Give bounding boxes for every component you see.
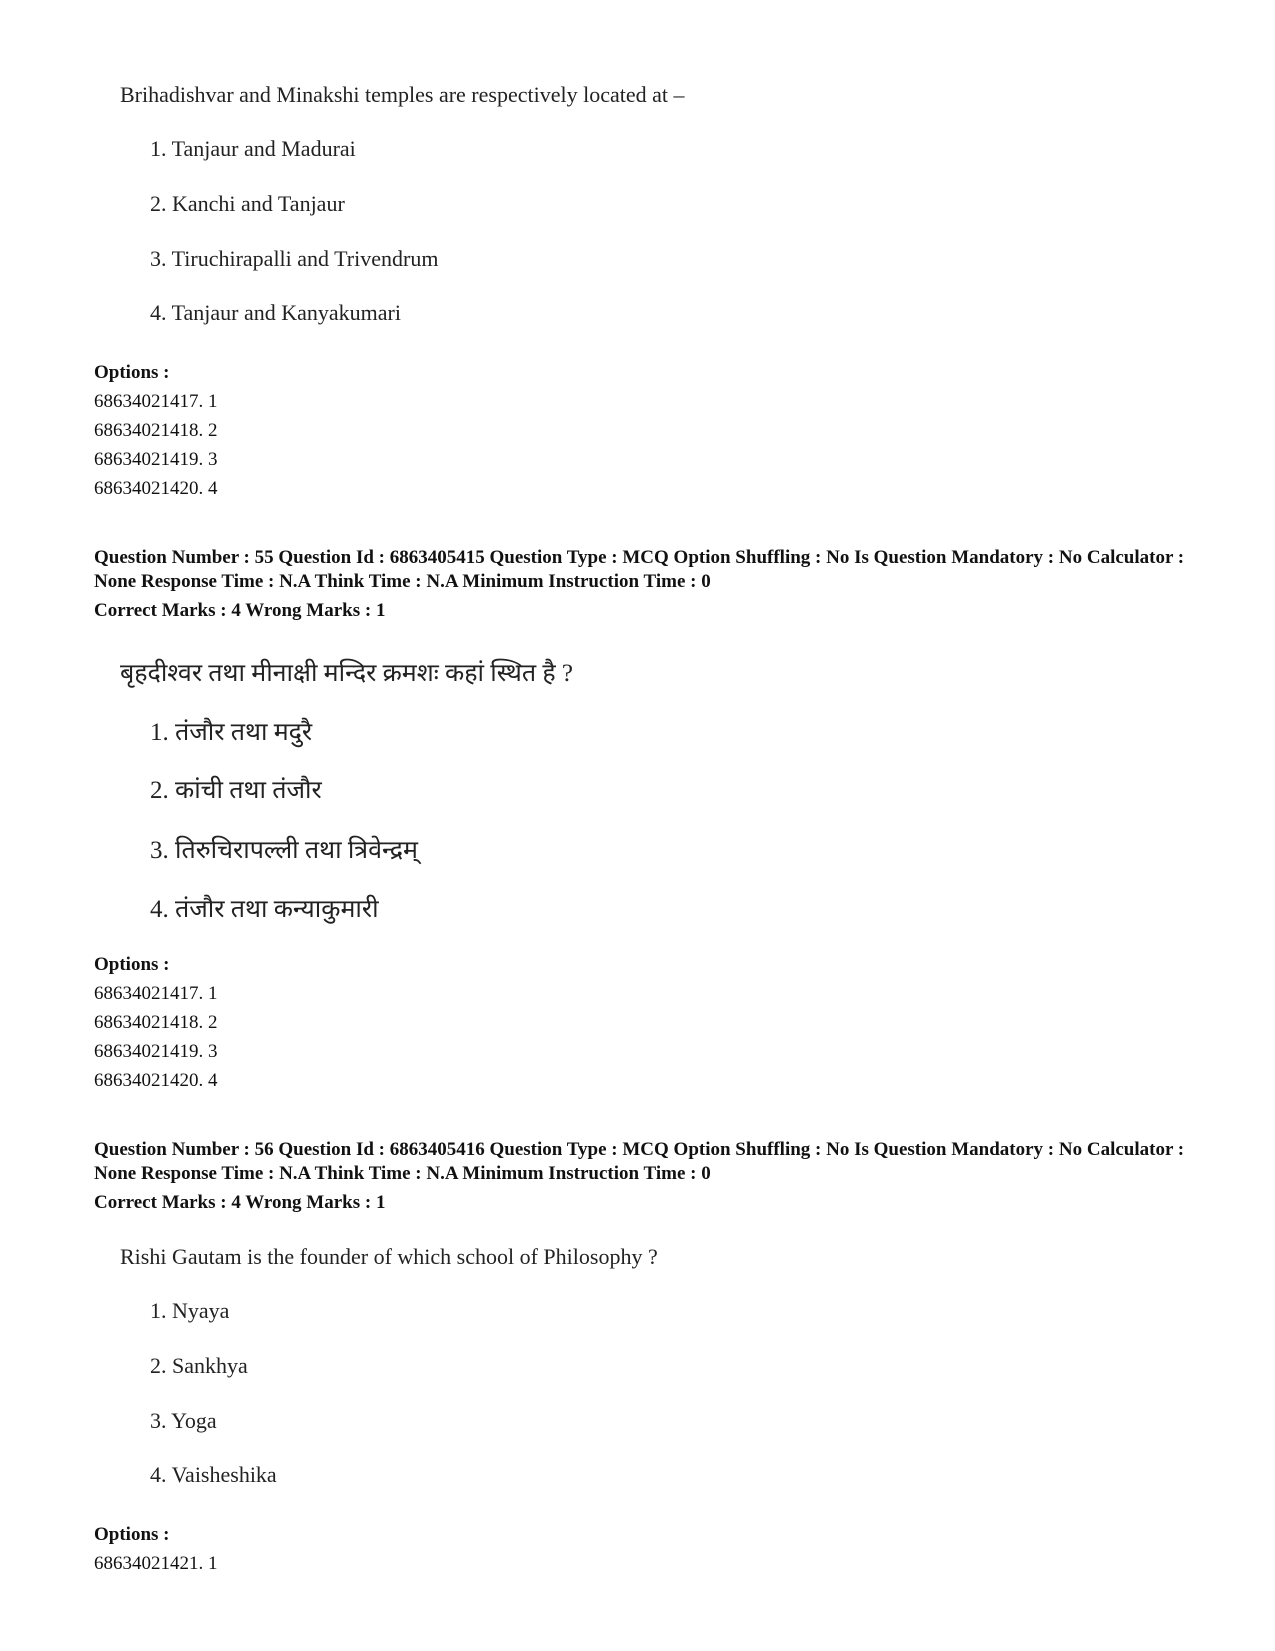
choice-4: 4. तंजौर तथा कन्याकुमारी (150, 896, 379, 923)
question-meta: Question Number : 56 Question Id : 6863405416 Question Type : MCQ Option Shuffling : No Is Question Mandatory : No Calculator : None Response Time : N.A Think Time : N.A Minimum Instruction Time : 0 (94, 1139, 1185, 1184)
choice-3: 3. Yoga (150, 1408, 217, 1433)
question-meta: Question Number : 55 Question Id : 6863405415 Question Type : MCQ Option Shuffling : No Is Question Mandatory : No Calculator : None Response Time : N.A Think Time : N.A Minimum Instruction Time : 0 (94, 547, 1185, 592)
option-line: 68634021417. 1 (94, 391, 218, 412)
choice-1: 1. Tanjaur and Madurai (150, 136, 356, 161)
choice-4: 4. Vaisheshika (150, 1462, 277, 1487)
option-line: 68634021420. 4 (94, 478, 218, 499)
choice-2: 2. कांची तथा तंजौर (150, 777, 322, 804)
choice-1: 1. Nyaya (150, 1298, 230, 1323)
choice-1: 1. तंजौर तथा मदुरै (150, 719, 313, 746)
choice-2: 2. Sankhya (150, 1353, 248, 1378)
choice-3: 3. Tiruchirapalli and Trivendrum (150, 246, 439, 271)
marks-line: Correct Marks : 4 Wrong Marks : 1 (94, 600, 386, 621)
option-line: 68634021417. 1 (94, 983, 218, 1004)
choice-2: 2. Kanchi and Tanjaur (150, 191, 345, 216)
question-text-en: Brihadishvar and Minakshi temples are respectively located at – (120, 82, 685, 107)
option-line: 68634021421. 1 (94, 1553, 218, 1574)
options-label: Options : (94, 954, 170, 975)
options-label: Options : (94, 1524, 170, 1545)
option-line: 68634021418. 2 (94, 420, 218, 441)
marks-line: Correct Marks : 4 Wrong Marks : 1 (94, 1192, 386, 1213)
option-line: 68634021418. 2 (94, 1012, 218, 1033)
choice-3: 3. तिरुचिरापल्ली तथा त्रिवेन्द्रम् (150, 837, 418, 864)
options-label: Options : (94, 362, 170, 383)
option-line: 68634021420. 4 (94, 1070, 218, 1091)
question-text-hi: बृहदीश्वर तथा मीनाक्षी मन्दिर क्रमशः कहां स्थित है ? (120, 660, 574, 687)
question-text-en: Rishi Gautam is the founder of which school of Philosophy ? (120, 1244, 658, 1269)
choice-4: 4. Tanjaur and Kanyakumari (150, 300, 401, 325)
option-line: 68634021419. 3 (94, 1041, 218, 1062)
option-line: 68634021419. 3 (94, 449, 218, 470)
